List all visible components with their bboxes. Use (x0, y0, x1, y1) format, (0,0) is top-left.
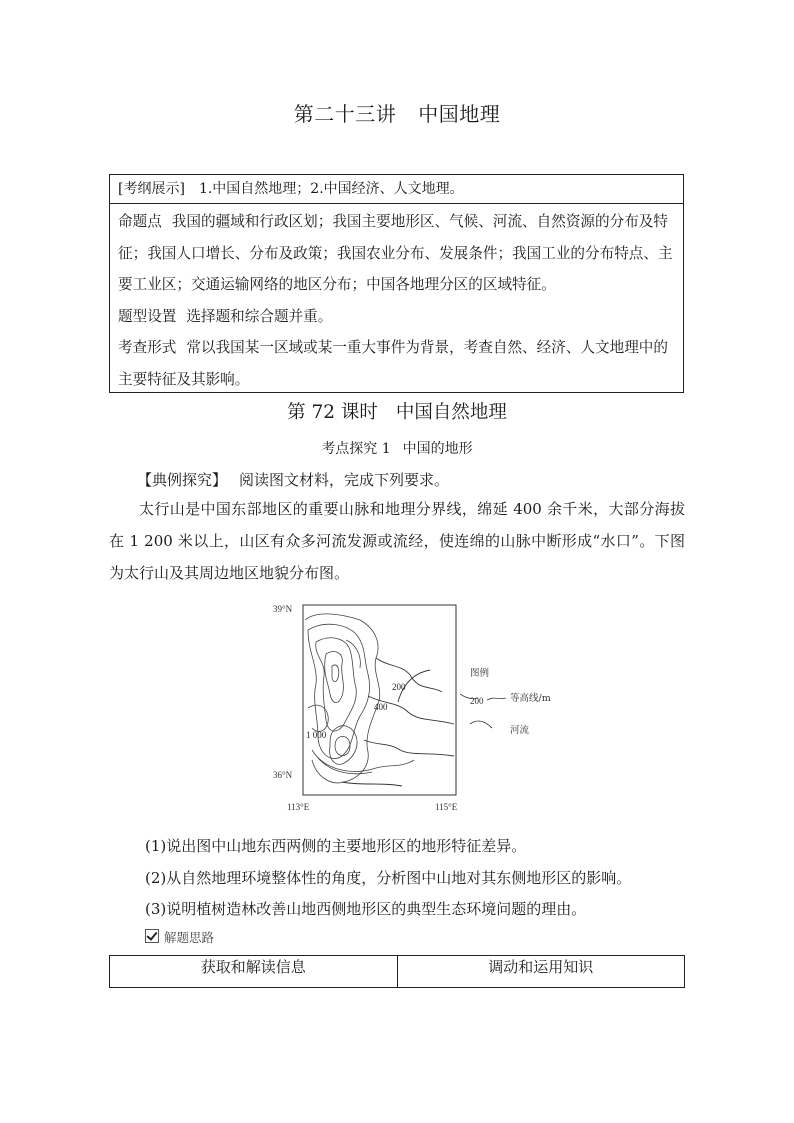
syllabus-text: 1.中国自然地理；2.中国经济、人文地理。 (198, 181, 464, 197)
syllabus-label: [考纲展示] (118, 181, 185, 197)
exam-form (118, 332, 675, 395)
table-header-knowledge: 调动和运用知识 (397, 956, 685, 987)
legend-title: 图例 (470, 668, 490, 679)
syllabus-body (110, 204, 683, 395)
contour-label-400: 400 (374, 702, 388, 712)
question-types (118, 301, 675, 333)
syllabus-box (109, 174, 684, 393)
map-legend (460, 667, 551, 736)
example-instruction: 阅读图文材料，完成下列要求。 (239, 471, 450, 489)
taihang-terrain-map (272, 600, 572, 818)
example-passage: 太行山是中国东部地区的重要山脉和地理分界线，绵延 400 余千米，大部分海拔在 1 200 米以上，山区有众多河流发源或流经，使连绵的山脉中断形成“水口”。下图为太行山及其周边地区地貌分布图。 (109, 500, 685, 582)
legend-contour-label: 等高线/m (510, 693, 551, 704)
lat-top-label: 39°N (273, 604, 293, 614)
contour-label-200: 200 (392, 682, 406, 692)
lecture-number: 第二十三讲 (293, 102, 397, 126)
proposition-points (118, 206, 675, 301)
rivers (342, 658, 454, 786)
legend-contour-line (487, 698, 506, 700)
question-types-text: 选择题和综合题并重。 (186, 307, 333, 325)
example-label: 【典例探究】 (137, 471, 228, 489)
analysis-table (109, 955, 685, 988)
exam-form-label: 考查形式 (118, 339, 177, 356)
legend-river-label: 河流 (510, 725, 530, 736)
contour-lines (305, 614, 414, 783)
proposition-label: 命题点 (118, 213, 162, 230)
solution-hint (145, 929, 214, 947)
question-2: (2)从自然地理环境整体性的角度，分析图中山地对其东侧地形区的影响。 (145, 869, 632, 887)
exam-form-text: 常以我国某一区域或某一重大事件为背景，考查自然、经济、人文地理中的主要特征及其影响。 (118, 339, 668, 388)
syllabus-header-row (110, 175, 683, 204)
lon-left-label: 113°E (287, 802, 310, 812)
lesson-number: 第 72 课时 (287, 402, 378, 423)
lon-right-label: 115°E (435, 802, 458, 812)
hint-label: 解题思路 (164, 930, 215, 945)
lesson-title (0, 398, 794, 424)
lesson-topic: 中国自然地理 (395, 402, 507, 423)
question-types-label: 题型设置 (118, 307, 177, 325)
question-3: (3)说明植树造林改善山地西侧地形区的典型生态环境问题的理由。 (145, 900, 587, 918)
lecture-topic: 中国地理 (418, 102, 501, 126)
page-title (0, 98, 794, 127)
legend-contour-value: 200 (470, 696, 484, 706)
legend-river-symbol (470, 721, 492, 728)
example-intro (137, 464, 449, 496)
table-header-info: 获取和解读信息 (200, 958, 306, 976)
subsection-number: 考点探究 1 (321, 441, 391, 457)
question-1: (1)说出图中山地东西两侧的主要地形区的地形特征差异。 (145, 837, 527, 855)
subsection-topic: 中国的地形 (402, 441, 473, 457)
proposition-text: 我国的疆域和行政区划；我国主要地形区、气候、河流、自然资源的分布及特征；我国人口增长、分布及政策；我国农业分布、发展条件；我国工业的分布特点、主要工业区；交通运输网络的地区分布；中国各地理分区的区域特征。 (118, 213, 673, 293)
checkbox-check-icon (145, 929, 159, 943)
lat-bottom-label: 36°N (273, 770, 293, 780)
subsection-title (0, 438, 794, 458)
contour-label-1000: 1 000 (306, 730, 327, 740)
